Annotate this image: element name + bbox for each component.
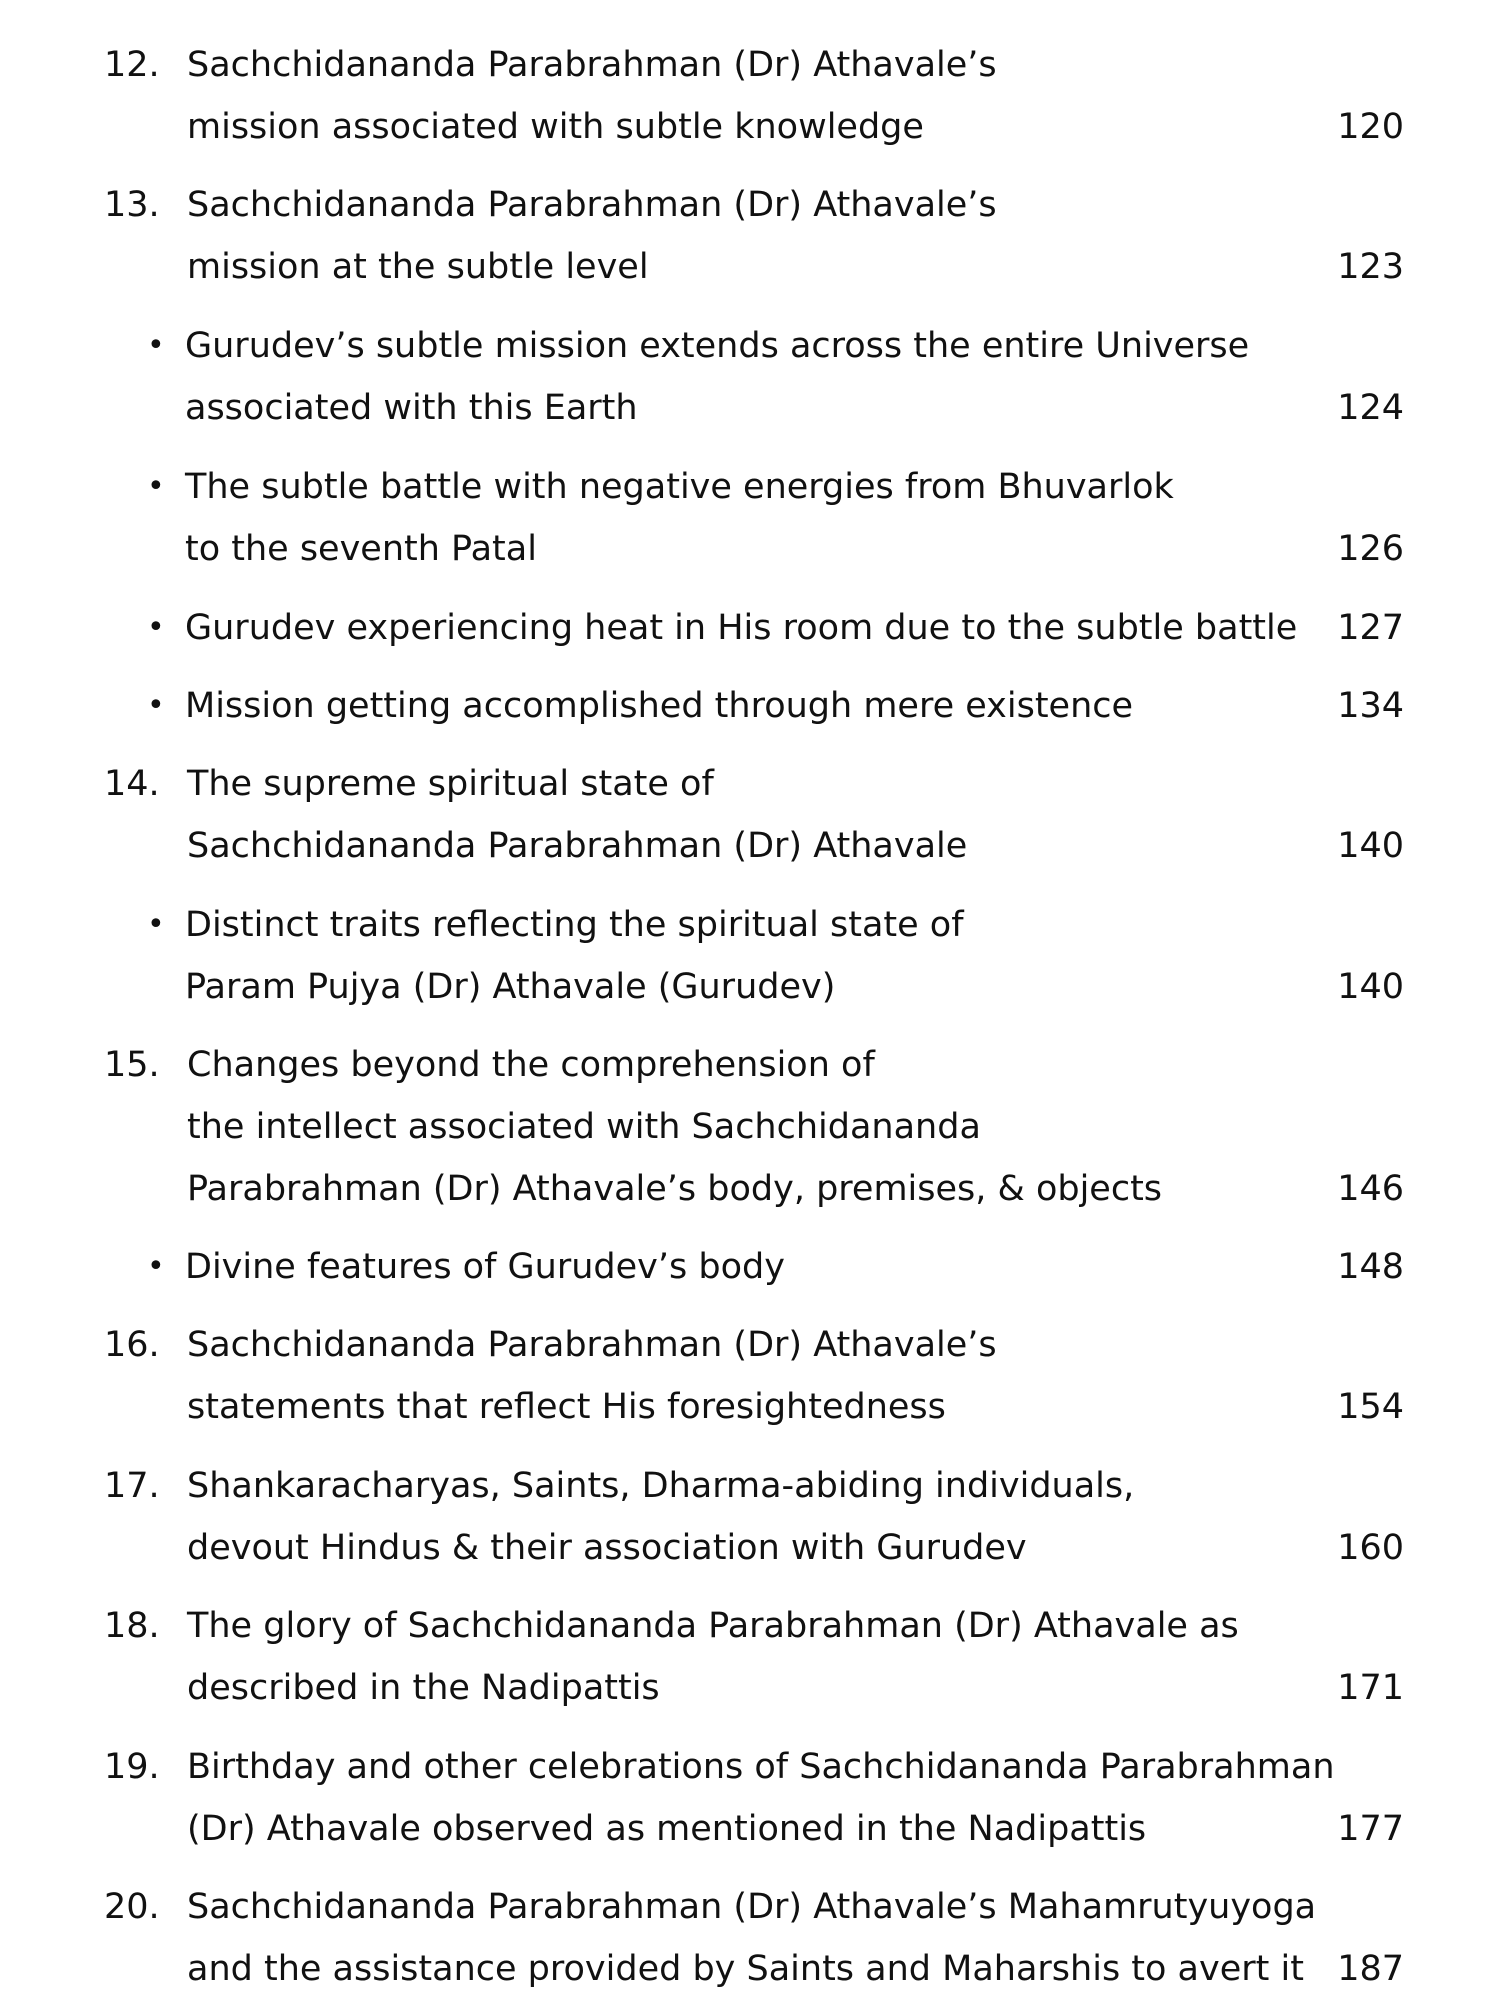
bullet-icon: • bbox=[147, 469, 165, 504]
entry-title-line: Gurudev experiencing heat in His room due to the subtle battle bbox=[185, 608, 1298, 648]
entry-title-line: The subtle battle with negative energies from Bhuvarlok bbox=[185, 467, 1174, 507]
entry-number: 17. bbox=[104, 1466, 160, 1506]
entry-title bbox=[187, 1314, 997, 1438]
entry-title-line: Distinct traits reflecting the spiritual state of bbox=[185, 905, 964, 945]
entry-title-line: Birthday and other celebrations of Sachchidananda Parabrahman bbox=[187, 1747, 1335, 1787]
entry-page-number: 134 bbox=[1337, 686, 1404, 726]
entry-title bbox=[187, 174, 997, 298]
entry-title-line: mission at the subtle level bbox=[187, 247, 649, 287]
entry-title-line: statements that reflect His foresightedness bbox=[187, 1387, 946, 1427]
entry-number: 18. bbox=[104, 1606, 160, 1646]
entry-title-line: Mission getting accomplished through mere existence bbox=[185, 686, 1134, 726]
entry-title-line: and the assistance provided by Saints and Maharshis to avert it bbox=[187, 1949, 1304, 1989]
entry-title-line: Shankaracharyas, Saints, Dharma-abiding individuals, bbox=[187, 1466, 1135, 1506]
entry-page-number: 187 bbox=[1337, 1949, 1404, 1989]
entry-title-line: mission associated with subtle knowledge bbox=[187, 107, 924, 147]
entry-title-line: Sachchidananda Parabrahman (Dr) Athavale’s bbox=[187, 45, 997, 85]
entry-title-line: Changes beyond the comprehension of bbox=[187, 1045, 875, 1085]
entry-number: 12. bbox=[104, 45, 160, 85]
bullet-icon: • bbox=[147, 688, 165, 723]
entry-title bbox=[185, 456, 1174, 580]
entry-title-line: Parabrahman (Dr) Athavale’s body, premises, & objects bbox=[187, 1169, 1163, 1209]
entry-page-number: 160 bbox=[1337, 1528, 1404, 1568]
entry-page-number: 126 bbox=[1337, 529, 1404, 569]
entry-page-number: 124 bbox=[1337, 388, 1404, 428]
entry-title bbox=[185, 1236, 785, 1298]
entry-page-number: 148 bbox=[1337, 1247, 1404, 1287]
entry-title-line: Sachchidananda Parabrahman (Dr) Athavale’s Mahamrutyuyoga bbox=[187, 1887, 1317, 1927]
entry-title bbox=[187, 1034, 1162, 1220]
entry-number: 19. bbox=[104, 1747, 160, 1787]
entry-title bbox=[185, 894, 964, 1018]
entry-title bbox=[187, 1876, 1316, 2000]
entry-page-number: 177 bbox=[1337, 1809, 1404, 1849]
entry-number: 15. bbox=[104, 1045, 160, 1085]
entry-title-line: (Dr) Athavale observed as mentioned in the Nadipattis bbox=[187, 1809, 1147, 1849]
bullet-icon: • bbox=[147, 328, 165, 363]
entry-number: 16. bbox=[104, 1325, 160, 1365]
entry-title-line: described in the Nadipattis bbox=[187, 1668, 660, 1708]
entry-title-line: The glory of Sachchidananda Parabrahman (Dr) Athavale as bbox=[187, 1606, 1239, 1646]
entry-number: 14. bbox=[104, 764, 160, 804]
entry-title bbox=[187, 1595, 1239, 1719]
entry-title bbox=[185, 597, 1297, 659]
entry-title-line: Param Pujya (Dr) Athavale (Gurudev) bbox=[185, 967, 836, 1007]
entry-title bbox=[187, 753, 967, 877]
entry-page-number: 123 bbox=[1337, 247, 1404, 287]
bullet-icon: • bbox=[147, 610, 165, 645]
entry-title-line: associated with this Earth bbox=[185, 388, 638, 428]
entry-title bbox=[185, 675, 1133, 737]
entry-title bbox=[187, 1736, 1335, 1860]
entry-page-number: 154 bbox=[1337, 1387, 1404, 1427]
entry-title-line: to the seventh Patal bbox=[185, 529, 537, 569]
entry-number: 20. bbox=[104, 1887, 160, 1927]
entry-page-number: 127 bbox=[1337, 608, 1404, 648]
entry-title-line: Gurudev’s subtle mission extends across the entire Universe bbox=[185, 326, 1250, 366]
entry-title-line: Sachchidananda Parabrahman (Dr) Athavale’s bbox=[187, 185, 997, 225]
entry-title bbox=[187, 1455, 1134, 1579]
bullet-icon: • bbox=[147, 1249, 165, 1284]
entry-page-number: 171 bbox=[1337, 1668, 1404, 1708]
entry-title-line: Sachchidananda Parabrahman (Dr) Athavale bbox=[187, 826, 968, 866]
entry-title-line: Divine features of Gurudev’s body bbox=[185, 1247, 785, 1287]
entry-page-number: 140 bbox=[1337, 967, 1404, 1007]
entry-title-line: the intellect associated with Sachchidananda bbox=[187, 1107, 981, 1147]
entry-title-line: Sachchidananda Parabrahman (Dr) Athavale’s bbox=[187, 1325, 997, 1365]
bullet-icon: • bbox=[147, 907, 165, 942]
entry-title bbox=[187, 34, 997, 158]
entry-title-line: devout Hindus & their association with Gurudev bbox=[187, 1528, 1027, 1568]
entry-page-number: 146 bbox=[1337, 1169, 1404, 1209]
entry-title-line: The supreme spiritual state of bbox=[187, 764, 714, 804]
entry-number: 13. bbox=[104, 185, 160, 225]
entry-title bbox=[185, 315, 1249, 439]
entry-page-number: 140 bbox=[1337, 826, 1404, 866]
entry-page-number: 120 bbox=[1337, 107, 1404, 147]
